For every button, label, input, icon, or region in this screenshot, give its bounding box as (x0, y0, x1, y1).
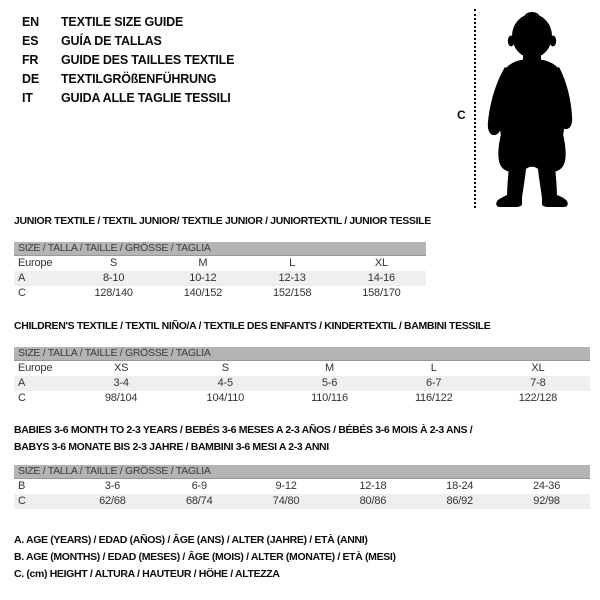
row-label: Europe (18, 257, 53, 269)
table-row (14, 286, 426, 301)
table-cell: S (110, 257, 118, 269)
table-cell: 5-6 (321, 377, 338, 389)
table-cell: 128/140 (94, 287, 133, 299)
language-code: IT (22, 91, 33, 105)
legend-line: B. AGE (MONTHS) / EDAD (MESES) / ÂGE (MOIS) / ALTER (MONATE) / ETÀ (MESI) (14, 551, 396, 563)
table-cell: 92/98 (533, 495, 560, 507)
babies-table-title (14, 422, 472, 456)
table-cell: 12-18 (359, 480, 387, 492)
table-row (14, 361, 590, 376)
table-cell: 24-36 (532, 480, 561, 492)
language-title: GUÍA DE TALLAS (61, 34, 162, 48)
table-cell: 8-10 (103, 272, 125, 284)
measure-legend (14, 532, 396, 583)
table-row (14, 271, 426, 286)
table-cell: 7-8 (530, 377, 546, 389)
language-row (22, 70, 234, 89)
table-cell: 9-12 (275, 480, 297, 492)
language-row (22, 13, 234, 32)
size-header-bar: SIZE / TALLA / TAILLE / GRÖSSE / TAGLIA (14, 242, 426, 256)
language-row (22, 89, 234, 108)
table-cell: 6-9 (191, 480, 207, 492)
babies-size-table (14, 465, 590, 509)
table-cell: 62/68 (99, 495, 126, 507)
table-row (14, 376, 590, 391)
row-label: A (18, 377, 26, 389)
table-cell: M (198, 257, 208, 269)
legend-line: C. (cm) HEIGHT / ALTURA / HAUTEUR / HÖHE / ALTEZZA (14, 568, 280, 580)
table-cell: M (325, 362, 334, 374)
language-title-list (22, 13, 234, 108)
children-size-table (14, 347, 590, 406)
table-cell: 158/170 (362, 287, 401, 299)
row-label: B (18, 480, 26, 492)
table-cell: 12-13 (278, 272, 306, 284)
table-title-line: CHILDREN'S TEXTILE / TEXTIL NIÑO/A / TEXTILE DES ENFANTS / KINDERTEXTIL / BAMBINI TESSILE (14, 320, 491, 332)
language-title: TEXTILGRÖßENFÜHRUNG (61, 72, 217, 86)
row-label: C (18, 287, 26, 299)
children-table-title (14, 318, 490, 335)
table-cell: 68/74 (185, 495, 213, 507)
table-cell: 4-5 (217, 377, 233, 389)
language-code: ES (22, 34, 39, 48)
table-cell: 110/116 (311, 392, 348, 404)
table-cell: L (289, 257, 296, 269)
table-row (14, 256, 426, 271)
row-label: Europe (18, 362, 53, 374)
table-cell: XL (531, 362, 545, 374)
legend-line: A. AGE (YEARS) / EDAD (AÑOS) / ÂGE (ANS) / ALTER (JAHRE) / ETÀ (ANNI) (14, 534, 368, 546)
language-code: DE (22, 72, 39, 86)
row-label: C (18, 495, 26, 507)
table-cell: 14-16 (367, 272, 395, 284)
table-cell: S (221, 362, 229, 374)
table-title-line: BABYS 3-6 MONATE BIS 2-3 JAHRE / BAMBINI 3-6 MESI A 2-3 ANNI (14, 441, 329, 453)
table-cell: 18-24 (446, 480, 474, 492)
table-cell: 98/104 (104, 392, 138, 404)
table-cell: 122/128 (518, 392, 558, 404)
size-header-bar: SIZE / TALLA / TAILLE / GRÖSSE / TAGLIA (14, 465, 590, 479)
table-title-line: JUNIOR TEXTILE / TEXTIL JUNIOR/ TEXTILE JUNIOR / JUNIORTEXTIL / JUNIOR TESSILE (14, 215, 431, 227)
height-figure (455, 6, 595, 216)
table-row (14, 494, 590, 509)
row-label: A (18, 272, 26, 284)
table-cell: 10-12 (189, 272, 217, 284)
table-cell: 104/110 (206, 392, 245, 404)
language-row (22, 32, 234, 51)
table-cell: 116/122 (414, 392, 453, 404)
table-title-line: BABIES 3-6 MONTH TO 2-3 YEARS / BEBÉS 3-6 MESES A 2-3 AÑOS / BÉBÉS 3-6 MOIS À 2-3 ANS / (14, 424, 473, 436)
table-cell: 74/80 (272, 495, 300, 507)
table-cell: 152/158 (272, 287, 312, 299)
language-title: TEXTILE SIZE GUIDE (61, 15, 184, 29)
height-dotted-line (474, 9, 476, 208)
table-cell: 86/92 (446, 495, 473, 507)
language-code: FR (22, 53, 39, 67)
toddler-silhouette-image (481, 10, 581, 210)
language-title: GUIDA ALLE TAGLIE TESSILI (61, 91, 231, 105)
junior-table-title (14, 213, 431, 230)
table-cell: 6-7 (426, 377, 442, 389)
table-cell: XL (374, 257, 388, 269)
table-cell: 3-4 (113, 377, 129, 389)
table-row (14, 391, 590, 406)
row-label: C (18, 392, 26, 404)
table-cell: 3-6 (104, 480, 121, 492)
table-cell: XS (113, 362, 129, 374)
table-row (14, 479, 590, 494)
table-cell: L (430, 362, 437, 374)
language-code: EN (22, 15, 39, 29)
table-cell: 140/152 (183, 287, 223, 299)
language-row (22, 51, 234, 70)
size-header-bar: SIZE / TALLA / TAILLE / GRÖSSE / TAGLIA (14, 347, 590, 361)
language-title: GUIDE DES TAILLES TEXTILE (61, 53, 235, 67)
junior-size-table (14, 242, 426, 301)
table-cell: 80/86 (359, 495, 387, 507)
height-label: C (457, 108, 466, 122)
